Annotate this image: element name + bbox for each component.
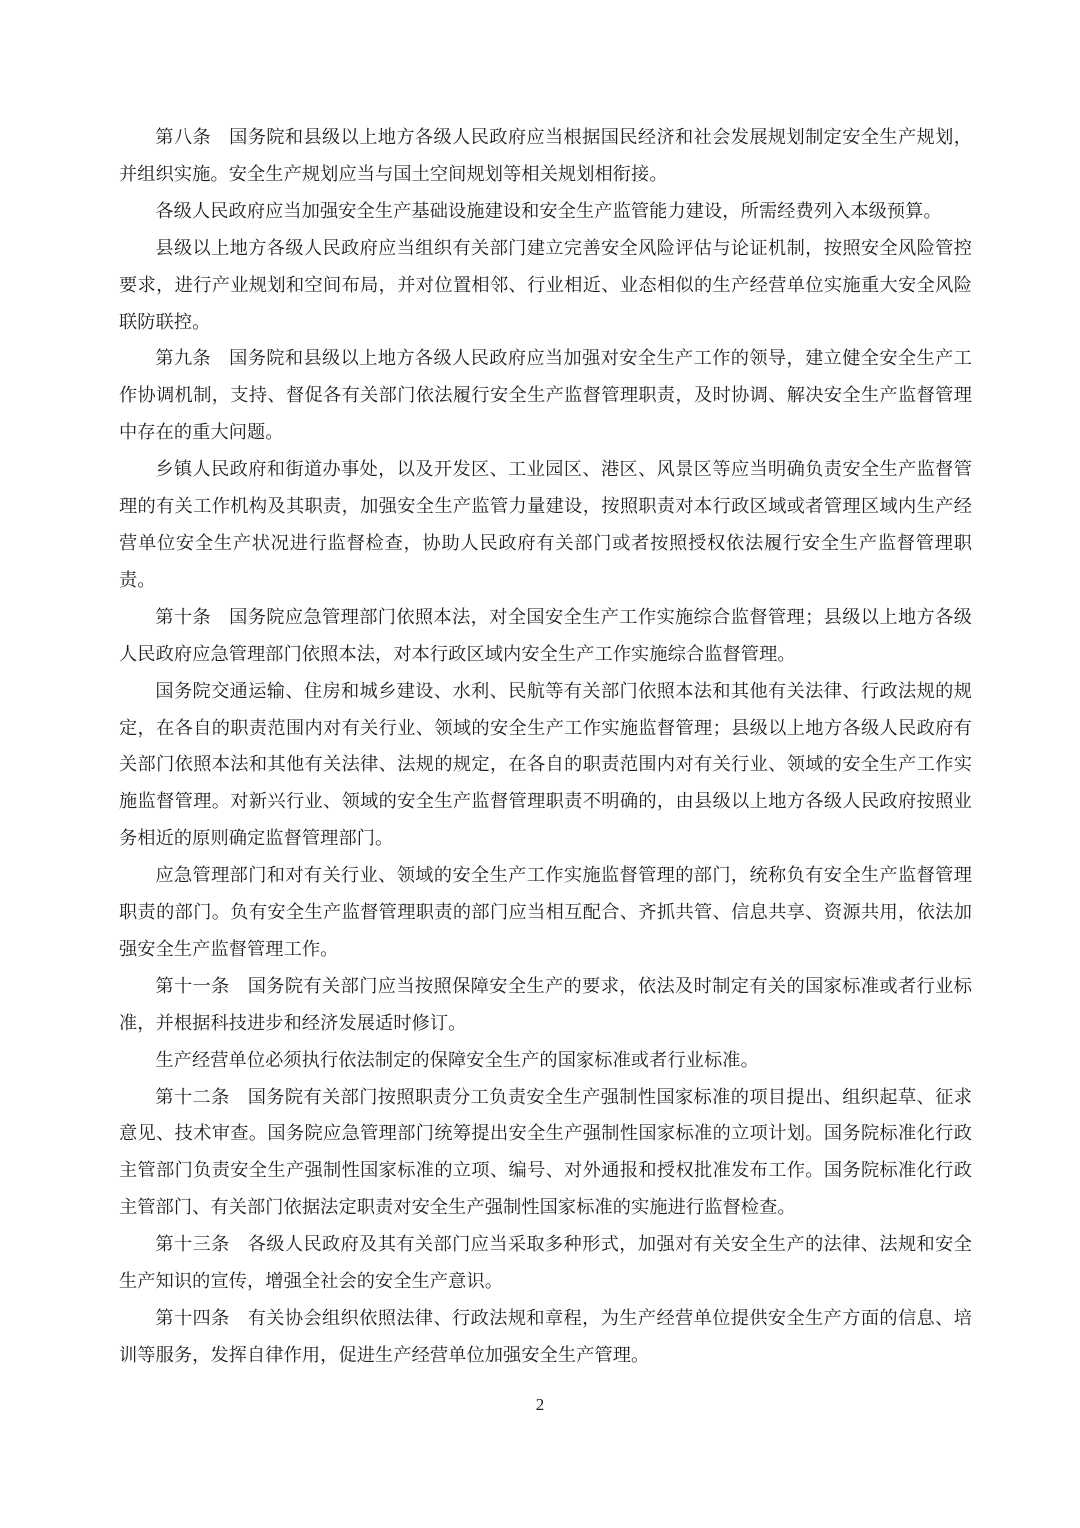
paragraph-article-9 <box>119 341 972 452</box>
article-number: 第九条 <box>155 348 212 370</box>
paragraph <box>119 858 972 969</box>
paragraph <box>119 1043 972 1080</box>
paragraph-article-14 <box>119 1301 972 1375</box>
article-number: 第十一条 <box>155 975 230 997</box>
article-number: 第十四条 <box>155 1308 230 1329</box>
paragraph-text: 生产经营单位必须执行依法制定的保障安全生产的国家标准或者行业标准。 <box>155 1049 759 1071</box>
paragraph-text: 国务院交通运输、住房和城乡建设、水利、民航等有关部门依照本法和其他有关法律、行政法规的规定，在各自的职责范围内对有关行业、领域的安全生产工作实施监督管理；县级以上地方各级人民政府有关部门依照本法和其他有关法律、法规的规定，在各自的职责范围内对有关行业、领域的安全生产工作实施监督管理。对新兴行业、领域的安全生产监督管理职责不明确的，由县级以上地方各级人民政府按照业务相近的原则确定监督管理部门。 <box>119 680 972 850</box>
paragraph-article-10 <box>119 600 972 674</box>
paragraph-article-11 <box>119 969 972 1043</box>
paragraph-text: 县级以上地方各级人民政府应当组织有关部门建立完善安全风险评估与论证机制，按照安全风险管控要求，进行产业规划和空间布局，并对位置相邻、行业相近、业态相似的生产经营单位实施重大安全风险联防联控。 <box>119 237 972 333</box>
article-number: 第十条 <box>155 606 212 628</box>
paragraph-text: 各级人民政府应当加强安全生产基础设施建设和安全生产监管能力建设，所需经费列入本级预算。 <box>155 200 942 222</box>
article-number: 第十二条 <box>155 1086 230 1108</box>
paragraph <box>119 674 972 859</box>
paragraph-text: 国务院应急管理部门依照本法，对全国安全生产工作实施综合监督管理；县级以上地方各级人民政府应急管理部门依照本法，对本行政区域内安全生产工作实施综合监督管理。 <box>119 606 972 665</box>
paragraph-article-12 <box>119 1080 972 1228</box>
paragraph-text: 国务院和县级以上地方各级人民政府应当根据国民经济和社会发展规划制定安全生产规划，并组织实施。安全生产规划应当与国土空间规划等相关规划相衔接。 <box>119 127 972 185</box>
article-number: 第八条 <box>155 127 212 148</box>
paragraph-text: 乡镇人民政府和街道办事处，以及开发区、工业园区、港区、风景区等应当明确负责安全生产监督管理的有关工作机构及其职责，加强安全生产监管力量建设，按照职责对本行政区域或者管理区域内生产经营单位安全生产状况进行监督检查，协助人民政府有关部门或者按照授权依法履行安全生产监督管理职责。 <box>119 459 972 591</box>
paragraph-article-13 <box>119 1227 972 1301</box>
paragraph-text: 国务院有关部门按照职责分工负责安全生产强制性国家标准的项目提出、组织起草、征求意见、技术审查。国务院应急管理部门统筹提出安全生产强制性国家标准的立项计划。国务院标准化行政主管部门负责安全生产强制性国家标准的立项、编号、对外通报和授权批准发布工作。国务院标准化行政主管部门、有关部门依据法定职责对安全生产强制性国家标准的实施进行监督检查。 <box>119 1086 973 1219</box>
paragraph-text: 有关协会组织依照法律、行政法规和章程，为生产经营单位提供安全生产方面的信息、培训等服务，发挥自律作用，促进生产经营单位加强安全生产管理。 <box>119 1308 973 1366</box>
paragraph-text: 各级人民政府及其有关部门应当采取多种形式，加强对有关安全生产的法律、法规和安全生产知识的宣传，增强全社会的安全生产意识。 <box>119 1234 973 1293</box>
article-number: 第十三条 <box>155 1234 230 1256</box>
paragraph <box>119 452 972 600</box>
paragraph <box>119 194 972 231</box>
paragraph-text: 国务院有关部门应当按照保障安全生产的要求，依法及时制定有关的国家标准或者行业标准，并根据科技进步和经济发展适时修订。 <box>119 975 973 1034</box>
page-number: 2 <box>535 1395 545 1414</box>
paragraph-article-8 <box>119 120 972 194</box>
document-body <box>119 120 972 1375</box>
paragraph-text: 应急管理部门和对有关行业、领域的安全生产工作实施监督管理的部门，统称负有安全生产监督管理职责的部门。负有安全生产监督管理职责的部门应当相互配合、齐抓共管、信息共享、资源共用，依法加强安全生产监督管理工作。 <box>119 865 972 960</box>
paragraph <box>119 231 972 342</box>
paragraph-text: 国务院和县级以上地方各级人民政府应当加强对安全生产工作的领导，建立健全安全生产工作协调机制，支持、督促各有关部门依法履行安全生产监督管理职责，及时协调、解决安全生产监督管理中存在的重大问题。 <box>119 348 972 444</box>
